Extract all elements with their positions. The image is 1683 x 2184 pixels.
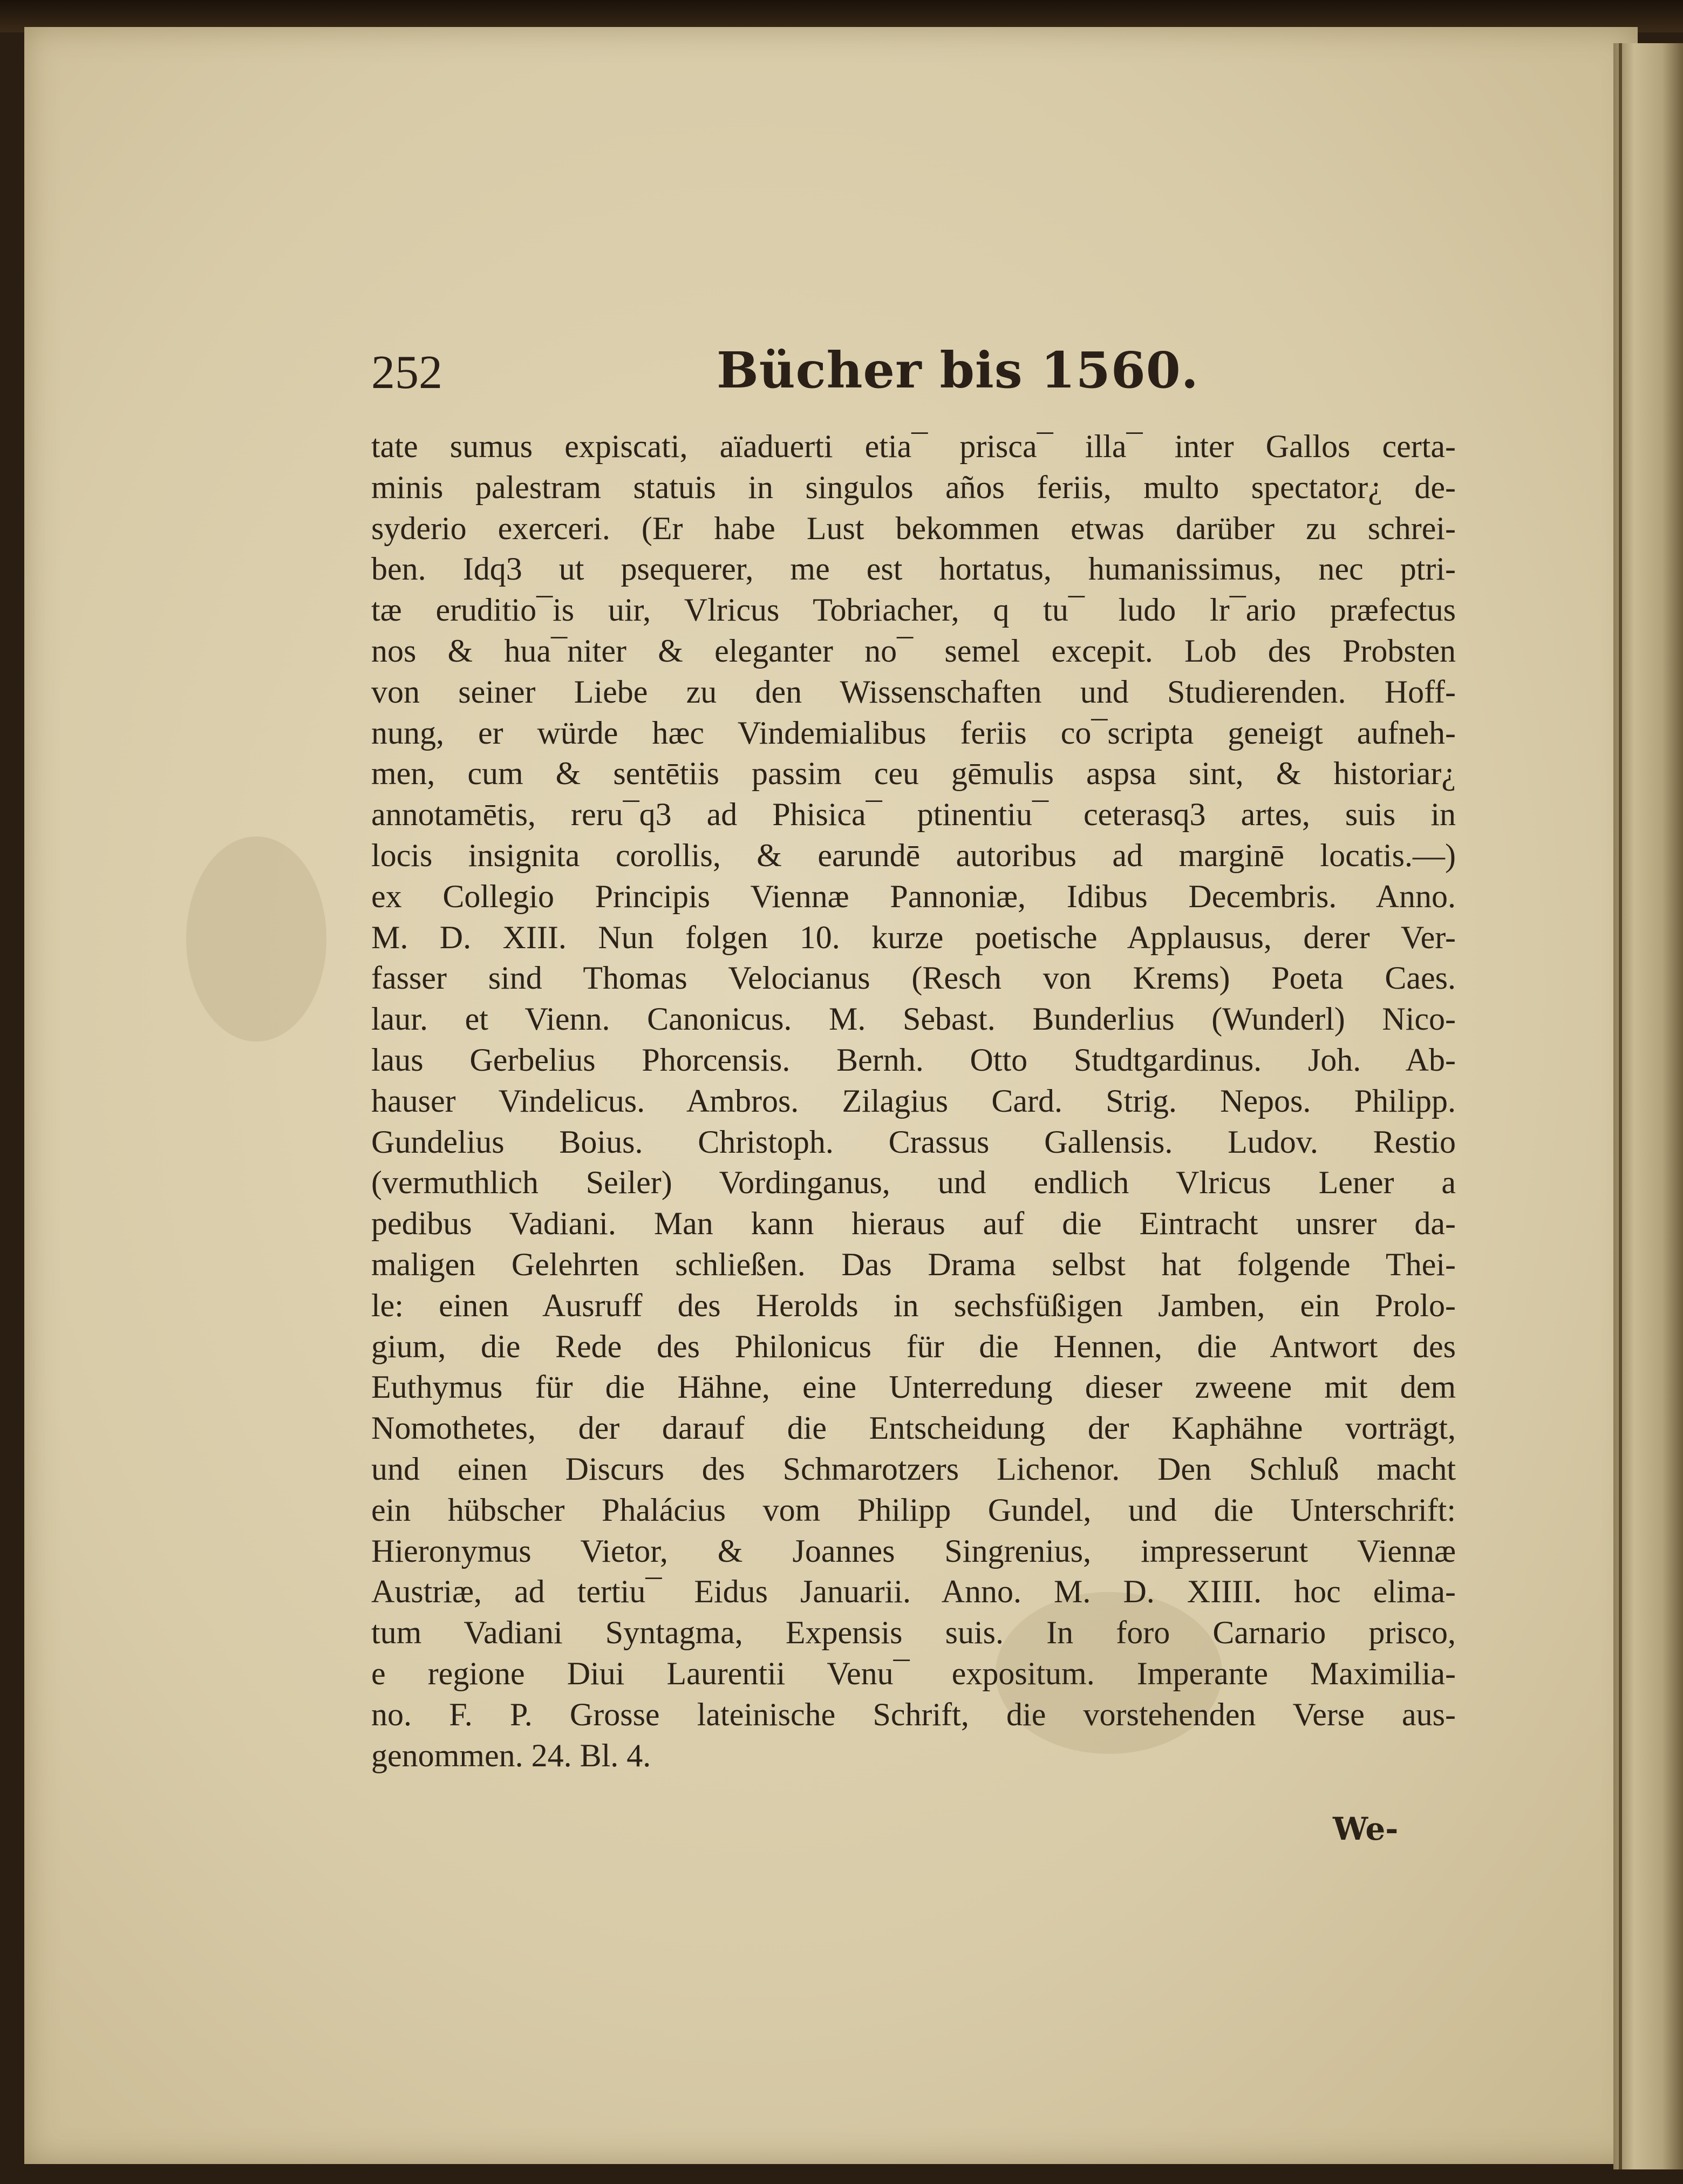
text-line: und einen Discurs des Schmarotzers Lichenor. Den Schluß macht [371, 1451, 1456, 1487]
text-line: ein hübscher Phalácius vom Philipp Gundel, und die Unterschrift: [371, 1492, 1456, 1528]
next-page-edge [1613, 43, 1683, 2169]
text-line: M. D. XIII. Nun folgen 10. kurze poetische Applausus, derer Ver- [371, 919, 1456, 955]
text-line: von seiner Liebe zu den Wissenschaften und Studierenden. Hoff- [371, 673, 1456, 710]
text-line: minis palestram statuis in singulos años feriis, multo spectator¿ de- [371, 469, 1456, 505]
running-title: Bücher bis 1560. [717, 341, 1199, 399]
text-line: pedibus Vadiani. Man kann hieraus auf die Eintracht unsrer da- [371, 1206, 1456, 1242]
text-line: nos & hua¯niter & eleganter no¯ semel excepit. Lob des Probsten [371, 632, 1456, 669]
text-line: ex Collegio Principis Viennæ Pannoniæ, Idibus Decembris. Anno. [371, 878, 1456, 914]
text-line: Gundelius Boius. Christoph. Crassus Gallensis. Ludov. Restio [371, 1124, 1456, 1160]
page-gutter [1619, 43, 1622, 2169]
text-line: Hieronymus Vietor, & Joannes Singrenius, impresserunt Viennæ [371, 1533, 1456, 1569]
text-line: le: einen Ausruff des Herolds in sechsfüßigen Jamben, ein Prolo- [371, 1287, 1456, 1323]
text-line: maligen Gelehrten schließen. Das Drama selbst hat folgende Thei- [371, 1246, 1456, 1282]
text-line: laus Gerbelius Phorcensis. Bernh. Otto Studtgardinus. Joh. Ab- [371, 1042, 1456, 1078]
catchword: We- [1333, 1811, 1399, 1847]
text-line: Nomothetes, der darauf die Entscheidung der Kaphähne vorträgt, [371, 1410, 1456, 1446]
text-line: e regione Diui Laurentii Venu¯ expositum. Imperante Maximilia- [371, 1655, 1456, 1691]
text-line: locis insignita corollis, & earundē autoribus ad marginē locatis.—) [371, 837, 1456, 873]
text-line: tum Vadiani Syntagma, Expensis suis. In foro Carnario prisco, [371, 1615, 1456, 1651]
text-line: nung, er würde hæc Vindemialibus feriis co¯scripta geneigt aufneh- [371, 715, 1456, 751]
text-line: tæ eruditio¯is uir, Vlricus Tobriacher, q tu¯ ludo lr¯ario præfectus [371, 592, 1456, 628]
text-line: syderio exerceri. (Er habe Lust bekommen etwas darüber zu schrei- [371, 510, 1456, 546]
text-line: men, cum & sentētiis passim ceu gēmulis aspsa sint, & historiar¿ [371, 756, 1456, 792]
text-line: (vermuthlich Seiler) Vordinganus, und endlich Vlricus Lener a [371, 1165, 1456, 1201]
paper-stain [186, 836, 326, 1042]
text-line: laur. et Vienn. Canonicus. M. Sebast. Bunderlius (Wunderl) Nico- [371, 1001, 1456, 1037]
body-text [371, 426, 1456, 1776]
page-header [371, 341, 1461, 416]
text-line: annotamētis, reru¯q3 ad Phisica¯ ptinentiu¯ ceterasq3 artes, suis in [371, 797, 1456, 833]
text-line: gium, die Rede des Philonicus für die Hennen, die Antwort des [371, 1328, 1456, 1364]
text-line: genommen. 24. Bl. 4. [371, 1737, 651, 1773]
text-line: ben. Idq3 ut psequerer, me est hortatus, humanissimus, nec ptri- [371, 551, 1456, 587]
text-line: tate sumus expiscati, aïaduerti etia¯ prisca¯ illa¯ inter Gallos certa- [371, 428, 1456, 464]
text-line: fasser sind Thomas Velocianus (Resch von Krems) Poeta Caes. [371, 960, 1456, 996]
page-number: 252 [371, 346, 442, 399]
text-line: no. F. P. Grosse lateinische Schrift, die vorstehenden Verse aus- [371, 1696, 1456, 1732]
text-line: hauser Vindelicus. Ambros. Zilagius Card. Strig. Nepos. Philipp. [371, 1083, 1456, 1119]
text-line: Euthymus für die Hähne, eine Unterredung dieser zweene mit dem [371, 1369, 1456, 1405]
text-line: Austriæ, ad tertiu¯ Eidus Januarii. Anno. M. D. XIIII. hoc elima- [371, 1574, 1456, 1610]
